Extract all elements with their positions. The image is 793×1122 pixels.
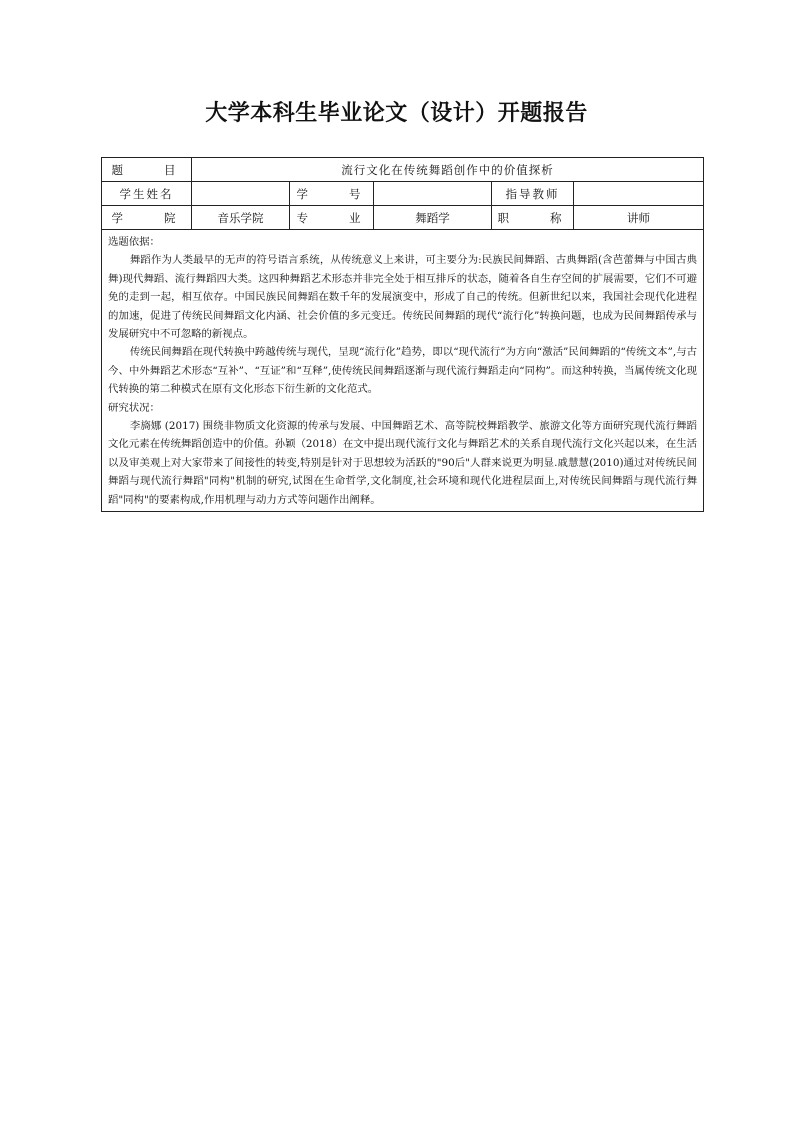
student-id-value bbox=[374, 182, 492, 206]
major-value: 舞蹈学 bbox=[374, 206, 492, 230]
college-value: 音乐学院 bbox=[192, 206, 290, 230]
status-paragraph: 李旖娜 (2017) 围绕非物质文化资源的传承与发展、中国舞蹈艺术、高等院校舞蹈教学、旅游文化等方面研究现代流行舞蹈文化元素在传统舞蹈创造中的价值。孙颖（2018）在文中提出现代流行文化与舞蹈艺术的关系自现代流行文化兴起以来，在生活以及审美观上对大家带来了间接性的转变,特别是针对于思想较为活跃的"90后"人群来说更为明显.戚慧慧(2010)通过对传统民间舞蹈与现代流行舞蹈"同构"机制的研究,试图在生命哲学,文化制度,社会环境和现代化进程层面上,对传统民间舞蹈与现代流行舞蹈"同构"的要素构成,作用机理与动力方式等问题作出阐释。 bbox=[108, 420, 698, 506]
advisor-value bbox=[574, 182, 704, 206]
college-row bbox=[102, 206, 704, 230]
basis-paragraph: 传统民间舞蹈在现代转换中跨越传统与现代，呈现“流行化”趋势，即以“现代流行”为方向“激活”民间舞蹈的“传统文本”,与古今、中外舞蹈艺术形态“互补”、“互证”和“互释”,使传统民间舞蹈逐渐与现代流行舞蹈走向“同构”。而这种转换，当属传统文化现代转换的第二种模式在原有文化形态下衍生新的文化范式。 bbox=[108, 346, 698, 396]
student-name-label: 学生姓名 bbox=[102, 182, 192, 206]
basis-label: 选题依据： bbox=[108, 236, 160, 248]
status-label: 研究状况： bbox=[108, 401, 160, 414]
student-row bbox=[102, 182, 704, 206]
title-label: 职 称 bbox=[492, 206, 574, 230]
topic-value: 流行文化在传统舞蹈创作中的价值探析 bbox=[192, 158, 704, 182]
topic-row bbox=[102, 158, 704, 182]
student-id-label: 学 号 bbox=[290, 182, 374, 206]
basis-paragraph: 舞蹈作为人类最早的无声的符号语言系统，从传统意义上来讲，可主要分为:民族民间舞蹈、古典舞蹈(含芭蕾舞与中国古典舞)现代舞蹈、流行舞蹈四大类。这四种舞蹈艺术形态并非完全处于相互排斥的状态，随着各自生存空间的扩展需要，它们不可避免的走到一起，相互依存。中国民族民间舞蹈在数千年的发展演变中，形成了自己的传统。但新世纪以来，我国社会现代化进程的加速，促进了传统民间舞蹈文化内涵、社会价值的多元变迁。传统民间舞蹈的现代“流行化”转换问题，也成为民间舞蹈传承与发展研究中不可忽略的新视点。 bbox=[108, 254, 698, 341]
advisor-label: 指导教师 bbox=[492, 182, 574, 206]
title-value: 讲师 bbox=[574, 206, 704, 230]
content-cell bbox=[102, 230, 704, 512]
report-title: 大学本科生毕业论文（设计）开题报告 bbox=[205, 101, 588, 126]
content-row bbox=[102, 230, 704, 512]
report-table bbox=[101, 157, 704, 512]
major-label: 专 业 bbox=[290, 206, 374, 230]
college-label: 学 院 bbox=[102, 206, 192, 230]
topic-label: 题 目 bbox=[102, 158, 192, 182]
student-name-value bbox=[192, 182, 290, 206]
